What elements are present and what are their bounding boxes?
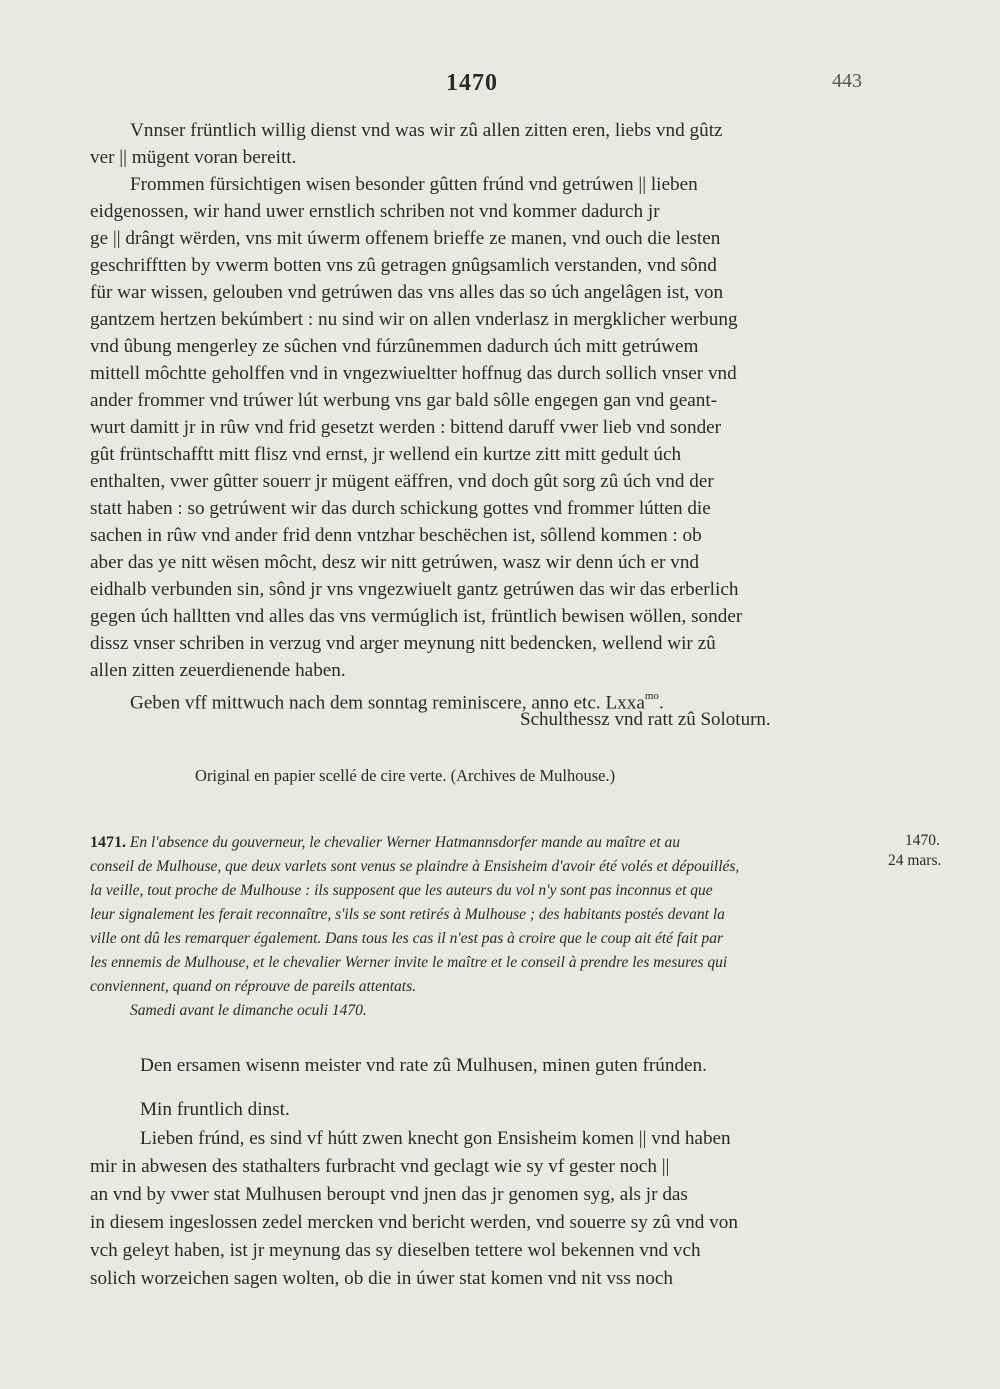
letter-line: Vnnser früntlich willig dienst vnd was wir zû allen zitten eren, liebs vnd gûtz — [130, 120, 723, 141]
letter-line: gegen úch halltten vnd alles das vns vermúglich ist, früntlich bewisen wöllen, sonder — [90, 606, 743, 627]
summary-line-first — [90, 834, 680, 852]
letter-line: gût früntschafftt mitt flisz vnd ernst, jr wellend ein kurtze zitt mitt gedult úch — [90, 444, 682, 465]
letter-greeting: Min fruntlich dinst. — [140, 1099, 290, 1120]
letter-line: ver || mügent voran bereitt. — [90, 147, 297, 168]
letter-line: wurt damitt jr in rûw vnd frid gesetzt werden : bittend daruff vwer lieb vnd sonder — [90, 417, 722, 438]
letter-line: Frommen fürsichtigen wisen besonder gûtten frúnd vnd getrúwen || lieben — [130, 174, 698, 195]
summary-line: leur signalement les ferait reconnaître, s'ils se sont retirés à Mulhouse ; des habitants postés devant la — [90, 906, 725, 923]
source-note: Original en papier scellé de cire verte. (Archives de Mulhouse.) — [195, 766, 616, 785]
summary-line: la veille, tout proche de Mulhouse : ils supposent que les auteurs du vol n'y sont pas inconnus et que — [90, 882, 713, 899]
document-number: 1471. — [90, 834, 126, 851]
letter-line: geschrifftten by vwerm botten vns zû getragen gnûgsamlich verstanden, vnd sônd — [90, 255, 717, 276]
letter-line: für war wissen, gelouben vnd getrúwen das vns alles das so úch angelâgen ist, von — [90, 282, 724, 303]
margin-year: 1470. — [905, 832, 940, 849]
summary-line: conseil de Mulhouse, que deux varlets sont venus se plaindre à Ensisheim d'avoir été volés et dépouillés, — [90, 858, 740, 875]
page-number: 443 — [832, 70, 862, 92]
summary-line: les ennemis de Mulhouse, et le chevalier Werner invite le maître et le conseil à prendre les mesures qui — [90, 954, 728, 971]
letter-line: gantzem hertzen bekúmbert : nu sind wir on allen vnderlasz in mergklicher werbung — [90, 309, 738, 330]
letter-line: mir in abwesen des stathalters furbracht vnd geclagt wie sy vf gester noch || — [90, 1156, 670, 1177]
letter-line: ge || drângt wërden, vns mit úwerm offenem brieffe ze manen, vnd ouch die lesten — [90, 228, 721, 249]
letter-line: in diesem ingeslossen zedel mercken vnd bericht werden, vnd souerre sy zû vnd von — [90, 1212, 738, 1233]
letter-line: Lieben frúnd, es sind vf hútt zwen knecht gon Ensisheim komen || vnd haben — [140, 1128, 731, 1149]
letter-line: dissz vnser schriben in verzug vnd arger meynung nitt bedencken, wellend wir zû — [90, 633, 716, 654]
document-date: Samedi avant le dimanche oculi 1470. — [130, 1002, 367, 1019]
letter-line: eidhalb verbunden sin, sônd jr vns vngezwiuelt gantz getrúwen das wir das erberlich — [90, 579, 739, 600]
letter-line: vnd ûbung mengerley ze sûchen vnd fúrzûnemmen dadurch úch mitt getrúwem — [90, 336, 699, 357]
letter-line: eidgenossen, wir hand uwer ernstlich schriben not vnd kommer dadurch jr — [90, 201, 660, 222]
date-text: Geben vff mittwuch nach dem sonntag reminiscere, anno etc. Lxxa — [130, 692, 645, 714]
letter-signature: Schulthessz vnd ratt zû Soloturn. — [520, 709, 771, 730]
letter-line: enthalten, vwer gûtter souerr jr mügent eäffren, vnd doch gût sorg zû úch vnd der — [90, 471, 714, 492]
summary-text: En l'absence du gouverneur, le chevalier Werner Hatmannsdorfer mande au maître et au — [129, 834, 681, 851]
date-end: . — [658, 692, 664, 714]
date-superscript: mo — [644, 690, 659, 702]
letter-line: an vnd by vwer stat Mulhusen beroupt vnd jnen das jr genomen syg, als jr das — [90, 1184, 688, 1205]
letter-line: sachen in rûw vnd ander frid denn vntzhar beschëchen ist, sôllend kommen : ob — [90, 525, 702, 546]
letter-line: ander frommer vnd trúwer lút werbung vns gar bald sôlle engegen gan vnd geant- — [90, 390, 718, 411]
margin-date: 24 mars. — [888, 852, 942, 869]
letter-address: Den ersamen wisenn meister vnd rate zû Mulhusen, minen guten frúnden. — [140, 1055, 707, 1076]
running-header-year: 1470 — [446, 70, 498, 96]
summary-line: ville ont dû les remarquer également. Dans tous les cas il n'est pas à croire que le coup ait été fait par — [90, 930, 723, 947]
letter-line: aber das ye nitt wësen môcht, desz wir nitt getrúwen, wasz wir denn úch er vnd — [90, 552, 700, 573]
letter-line: statt haben : so getrúwent wir das durch schickung gottes vnd frommer lútten die — [90, 498, 711, 519]
letter-line: solich worzeichen sagen wolten, ob die in úwer stat komen vnd nit vss noch — [90, 1268, 673, 1289]
letter-line: allen zitten zeuerdienende haben. — [90, 660, 346, 681]
letter-line: vch geleyt haben, ist jr meynung das sy dieselben tettere wol bekennen vnd vch — [90, 1240, 701, 1261]
letter-line: mittell môchtte geholffen vnd in vngezwiueltter hoffnug das durch sollich vnser vnd — [90, 363, 737, 384]
summary-line: conviennent, quand on réprouve de pareils attentats. — [90, 978, 417, 995]
